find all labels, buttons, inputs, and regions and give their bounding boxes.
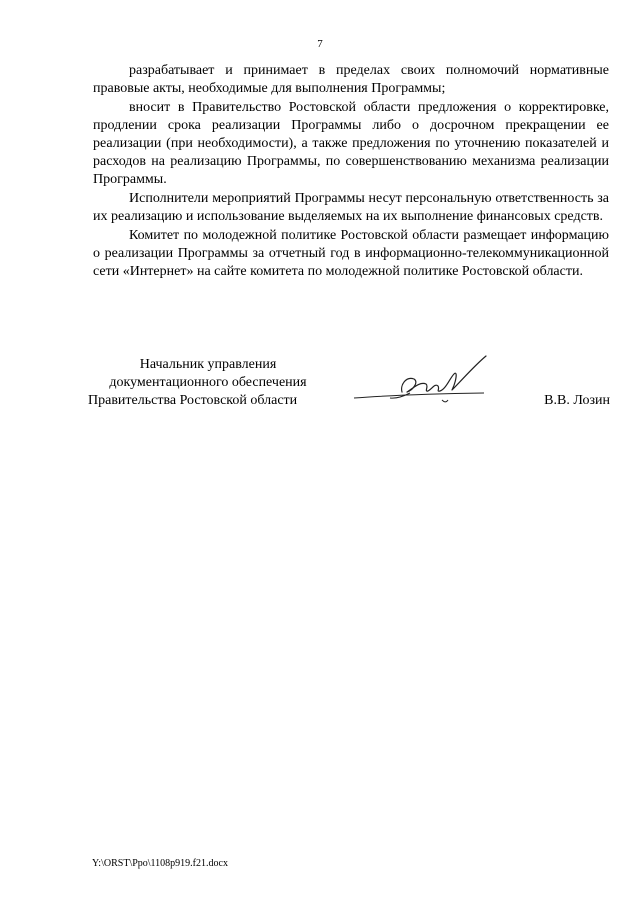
signature-block <box>88 356 610 426</box>
paragraph: вносит в Правительство Ростовской области предложения о корректировке, продлении срока реализации Программы либо о досрочном прекращении ее реализации (при необходимости), а также предложения по уточнению показателей и расходов на реализацию Программы, по совершенствованию механизма реализации Программы. <box>93 100 609 187</box>
page-number: 7 <box>317 38 323 50</box>
body-text <box>93 62 609 282</box>
paragraph: Комитет по молодежной политике Ростовской области размещает информацию о реализации Программы за отчетный год в информационно-телекоммуникационной сети «Интернет» на сайте комитета по молодежной политике Ростовской области. <box>93 228 609 279</box>
footer-file-path: Y:\ORST\Ppo\1108p919.f21.docx <box>92 858 228 869</box>
handwritten-signature <box>350 352 490 412</box>
signatory-title-line: документационного обеспечения <box>109 375 307 390</box>
paragraph: Исполнители мероприятий Программы несут персональную ответственность за их реализацию и использование выделяемых на их выполнение финансовых средств. <box>93 191 609 224</box>
signatory-title-line: Начальник управления <box>139 357 277 372</box>
signatory-title-line: Правительства Ростовской области <box>88 393 298 408</box>
signatory-name: В.В. Лозин <box>544 393 610 408</box>
paragraph: разрабатывает и принимает в пределах своих полномочий нормативные правовые акты, необходимые для выполнения Программы; <box>93 63 609 96</box>
signatory-title <box>88 356 328 410</box>
